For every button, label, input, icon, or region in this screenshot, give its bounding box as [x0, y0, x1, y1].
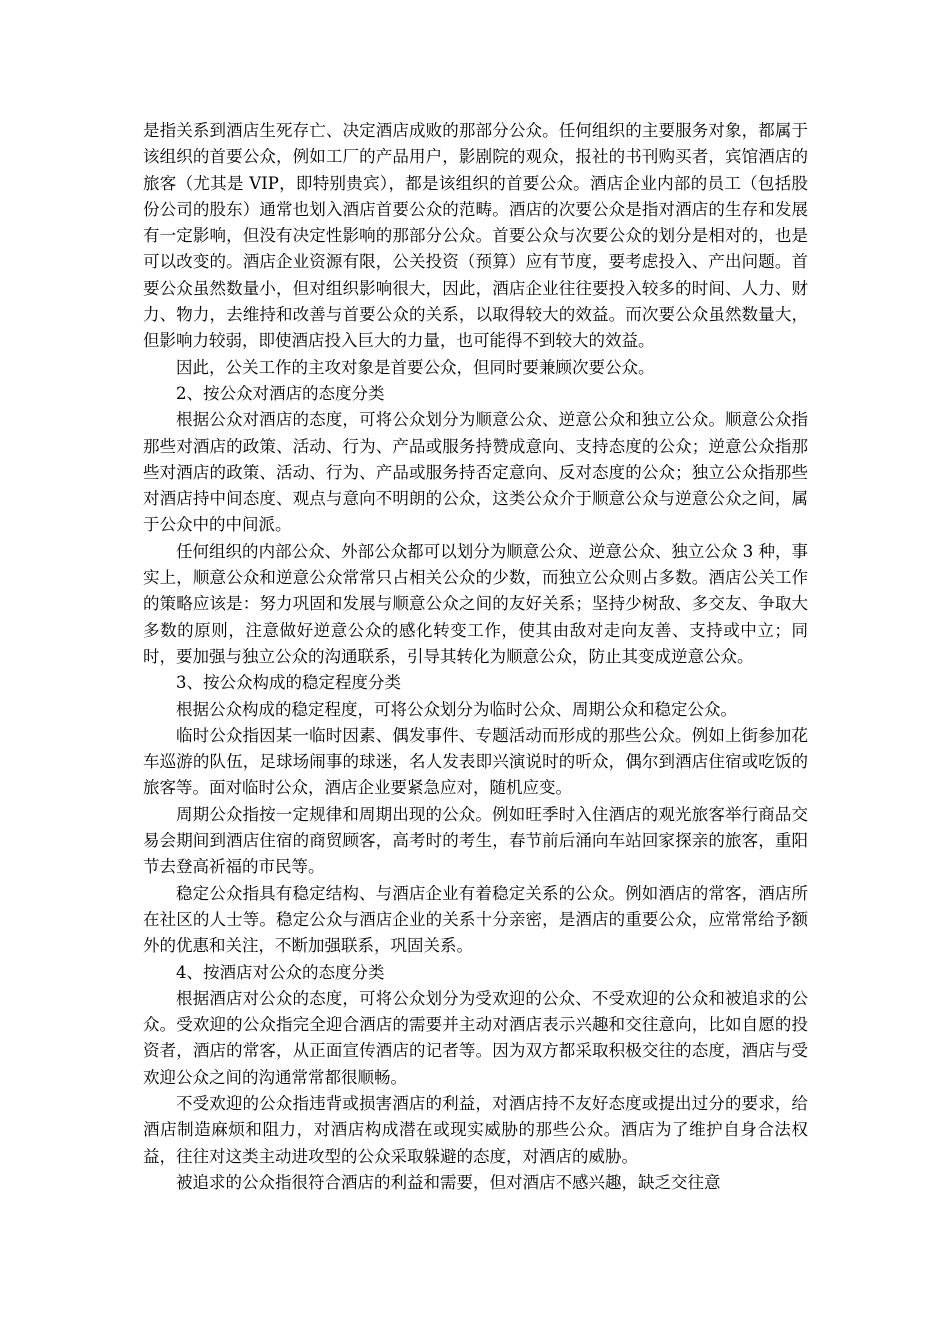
document-page — [143, 118, 808, 1196]
paragraph-main-target: 因此，公关工作的主攻对象是首要公众，但同时要兼顾次要公众。 — [176, 357, 655, 377]
section-heading-stability: 3、按公众构成的稳定程度分类 — [176, 673, 401, 693]
paragraph-stable-public: 稳定公众指具有稳定结构、与酒店企业有着稳定关系的公众。例如酒店的常客，酒店所在社区的人士等。稳定公众与酒店企业的关系十分亲密，是酒店的重要公众，应常常给予额外的优惠和关注，不断加强联系，巩固关系。 — [143, 883, 808, 956]
paragraph-attitude-classification: 根据公众对酒店的态度，可将公众划分为顺意公众、逆意公众和独立公众。顺意公众指那些对酒店的政策、活动、行为、产品或服务持赞成意向、支持态度的公众；逆意公众指那些对酒店的政策、活动、行为、产品或服务持否定意向、反对态度的公众；独立公众指那些对酒店持中间态度、观点与意向不明朗的公众，这类公众介于顺意公众与逆意公众之间，属于公众中的中间派。 — [143, 410, 808, 535]
paragraph-primary-public-definition: 是指关系到酒店生死存亡、决定酒店成败的那部分公众。任何组织的主要服务对象，都属于该组织的首要公众，例如工厂的产品用户，影剧院的观众，报社的书刊购买者，宾馆酒店的旅客（尤其是 VIP，即特别贵宾），都是该组织的首要公众。酒店企业内部的员工（包括股份公司的股东）通常也划入酒店首要公众的范畴。酒店的次要公众是指对酒店的生存和发展有一定影响，但没有决定性影响的那部分公众。首要公众与次要公众的划分是相对的，也是可以改变的。酒店企业资源有限，公关投资（预算）应有节度，要考虑投入、产出问题。首要公众虽然数量小，但对组织影响很大，因此，酒店企业往往要投入较多的时间、人力、财力、物力，去维持和改善与首要公众的关系，以取得较大的效益。而次要公众虽然数量大，但影响力较弱，即使酒店投入巨大的力量，也可能得不到较大的效益。 — [143, 121, 808, 351]
section-heading-hotel-attitude: 4、按酒店对公众的态度分类 — [176, 962, 385, 982]
section-heading-attitude-toward-hotel: 2、按公众对酒店的态度分类 — [176, 383, 385, 403]
paragraph-unwelcome-public: 不受欢迎的公众指违背或损害酒店的利益，对酒店持不友好态度或提出过分的要求，给酒店制造麻烦和阻力，对酒店构成潜在或现实威胁的那些公众。酒店为了维护自身合法权益，往往对这类主动进攻型的公众采取躲避的态度，对酒店的威胁。 — [143, 1093, 808, 1166]
paragraph-attitude-strategy: 任何组织的内部公众、外部公众都可以划分为顺意公众、逆意公众、独立公众 3 种，事实上，顺意公众和逆意公众常常只占相关公众的少数，而独立公众则占多数。酒店公关工作的策略应该是：努力巩固和发展与顺意公众之间的友好关系；坚持少树敌、多交友、争取大多数的原则，注意做好逆意公众的感化转变工作，使其由敌对走向友善、支持或中立；同时，要加强与独立公众的沟通联系，引导其转化为顺意公众，防止其变成逆意公众。 — [143, 541, 808, 666]
paragraph-temporary-public: 临时公众指因某一临时因素、偶发事件、专题活动而形成的那些公众。例如上街参加花车巡游的队伍，足球场闹事的球迷，名人发表即兴演说时的听众，偶尔到酒店住宿或吃饭的旅客等。面对临时公众，酒店企业要紧急应对，随机应变。 — [143, 725, 808, 798]
paragraph-pursued-public: 被追求的公众指很符合酒店的利益和需要，但对酒店不感兴趣，缺乏交往意 — [176, 1172, 721, 1192]
paragraph-periodic-public: 周期公众指按一定规律和周期出现的公众。例如旺季时入住酒店的观光旅客举行商品交易会期间到酒店住宿的商贸顾客，高考时的考生，春节前后涌向车站回家探亲的旅客，重阳节去登高祈福的市民等。 — [143, 804, 808, 877]
paragraph-stability-classification: 根据公众构成的稳定程度，可将公众划分为临时公众、周期公众和稳定公众。 — [176, 699, 737, 719]
paragraph-welcome-public: 根据酒店对公众的态度，可将公众划分为受欢迎的公众、不受欢迎的公众和被追求的公众。受欢迎的公众指完全迎合酒店的需要并主动对酒店表示兴趣和交往意向，比如自愿的投资者，酒店的常客，从正面宣传酒店的记者等。因为双方都采取积极交往的态度，酒店与受欢迎公众之间的沟通常常都很顺畅。 — [143, 988, 808, 1087]
